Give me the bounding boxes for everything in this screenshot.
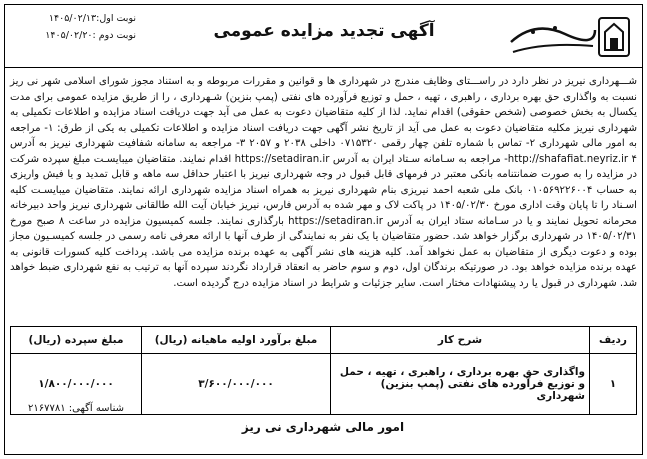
notice-title: آگهی تجدید مزایده عمومی [213, 21, 435, 41]
row-number: ۱ [590, 354, 637, 415]
col-row-number: ردیف [590, 327, 637, 354]
notice-body: شـــهرداری نیریز در نظر دارد در راســـتای وظایف مندرج در شهرداری ها و قوانین و مقررات مربوطه و به استناد مجوز شورای اسلامی شهر نی ریز نسبت به واگذاری حق بهره برداری ، راهبری ، تهیه ، حمل و توزیع فرآورده های نفتی (پمپ بنزین) شـهرداری ، را از طریق مزایده عمومی برای مدت یکسال به بخش خصوصی (شخص حقوقی) اقدام نماید. لذا از کلیه متقاضیان دعوت به عمل می آید جهت دریافت اسناد مزایده و اطلاعات تکمیلی به شهرداری نیریز مکلیه متقاضیان دعوت به عمل می آید از تاریخ نشر آگهی جهت دریافت اسناد مزایده و اطلاعات تکمیلی به یکی از طرق: ۱- مراجعه به امور مالی شهرداری ۲- تماس با شماره تلفن چهار رقمی ۰۷۱۵۳۲۰ داخلی ۲۰۳۸ و ۲۰۵۷ ۳- مراجعه به سامانه شفافیت شهرداری نیریز به آدرس http://shafafiat.neyriz.ir ۴- مراجعه به سـامانه سـتاد ایران به آدرس https://setadiran.ir اقدام نمایند. متقاضیان میبایسـت مبلغ سپرده شرکت در مزایده را به صورت ضمانتنامه بانکی معتبر در فرمهای قابل قبول در وجه شهرداری نیریز با اعتبار حداقل سه ماهه و قابل تمدید و یا فیش واریزی به حساب ۰۱۰۵۶۹۲۲۶۰۰۴ بانک ملی شعبه احمد نیریزی بنام شهرداری نیریز به همراه اسناد مزایده شهرداری ارائه نمایند. متقاضیان میبایسـت کلیه اسـناد را تا پایان وقت اداری مورخ ۱۴۰۵/۰۲/۳۰ در پاکت لاک و مهر شده به آدرس فارس، نیریز خیابان آیت الله طالقانی شهرداری نیریز واحد دبیرخانه محرمانه تحویل نمایند و یا در سـامانه ستاد ایران به آدرس https://setadiran.ir بارگذاری نمایند. جلسه کمیسیون مزایده در ساعت ۸ صبح مورخ ۱۴۰۵/۰۲/۳۱ در شهرداری برگزار خواهد شد. حضور متقاضیان یا یک نفر به نمایندگی از طرف آنها با ارائه معرفی نامه رسمی در جلسه کمیسـیون مجاز بوده و دعوت دیگری از متقاضیان به عمل نخواهد آمد. کلیه هزینه های نشر آگهی به عهده برنده مزایده می باشد. پرداخت کلیه کسورات قانونی به عهده برنده مزایده خواهد بود. در صورتیکه برندگان اول، دوم و سوم حاضر به انعقاد قرارداد نگردند سپرده آنها به ترتیب به نفع شهرداری ضبط خواهد شد. شهرداری در قبول یا رد پیشنهادات مختار است. سایر جزئیات و شرایط در اسناد مزایده درج گردیده است. [10, 76, 638, 289]
second-notice-date: نوبت دوم :۱۴۰۵/۰۲/۲۰ [45, 30, 136, 41]
row-description: واگذاری حق بهره برداری ، راهبری ، تهیه ، حمل و توزیع فرآورده های نفتی (پمپ بنزین) شهرداری [331, 354, 590, 415]
row-monthly-estimate: ۳/۶۰۰/۰۰۰/۰۰۰ [142, 354, 331, 415]
auction-table [10, 326, 637, 415]
col-description: شرح کار [331, 327, 590, 354]
col-deposit: مبلغ سپرده (ریال) [11, 327, 142, 354]
notice-id: شناسه آگهی: ۲۱۶۷۷۸۱ [28, 403, 125, 414]
signature-line: امور مالی شهرداری نی ریز [241, 420, 405, 434]
col-monthly-estimate: مبلغ برآورد اولیه ماهیانه (ریال) [142, 327, 331, 354]
municipality-logo [505, 12, 635, 62]
notice-header [4, 4, 643, 68]
row-deposit: ۱/۸۰۰/۰۰۰/۰۰۰ [11, 354, 142, 415]
table-header-row [11, 327, 637, 354]
publish-dates [16, 10, 136, 44]
first-notice-date: نوبت اول:۱۴۰۵/۰۲/۱۳ [48, 13, 136, 24]
